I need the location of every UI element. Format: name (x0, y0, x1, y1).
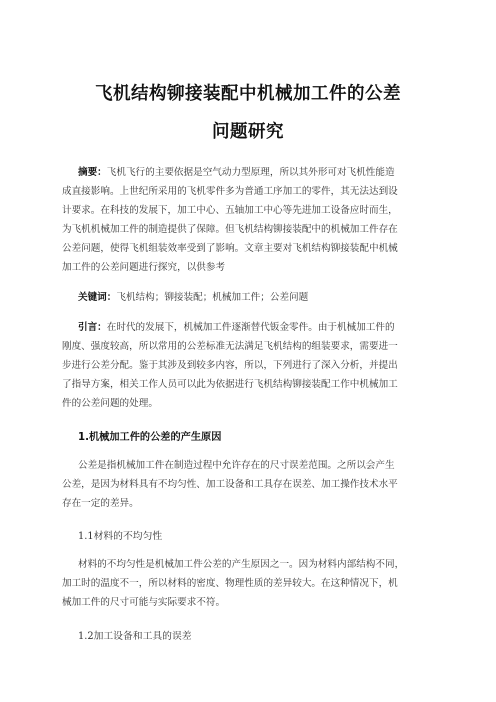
intro-line-3: 步进行公差分配。鉴于其涉及到较多内容，所以，下列进行了深入分析，并提出 (62, 360, 398, 371)
intro-label: 引言： (78, 322, 107, 333)
abstract-line-6: 加工件的公差问题进行探究，以供参考 (62, 262, 226, 273)
section-1-1-line-3: 械加工件的尺寸可能与实际要求不符。 (62, 597, 226, 608)
document-title-line-1: 飞机结构铆接装配中机械加工件的公差 (95, 84, 401, 104)
keywords-label: 关键词： (78, 292, 117, 303)
intro-line-2: 刚度、强度较高，所以常用的公差标准无法满足飞机结构的组装要求，需要进一 (62, 341, 398, 352)
intro-line-4: 了指导方案，相关工作人员可以此为依据进行飞机结构铆接装配工作中机械加工 (62, 379, 398, 390)
keywords-text: 飞机结构；铆接装配；机械加工件；公差问题 (116, 292, 309, 303)
abstract-line-4: 为飞机机械加工件的制造提供了保障。但飞机结构铆接装配中的机械加工件存在 (62, 224, 398, 235)
section-1-heading: 1.机械加工件的公差的产生原因 (78, 432, 222, 443)
abstract-label: 摘要： (78, 167, 107, 178)
section-1-line-1: 公差是指机械加工件在制造过程中允许存在的尺寸误差范围。之所以会产生 (78, 460, 395, 471)
document-title-line-2: 问题研究 (212, 122, 284, 142)
abstract-line-1 (62, 166, 458, 180)
abstract-line-3: 计要求。在科技的发展下，加工中心、五轴加工中心等先进加工设备应时而生， (62, 205, 398, 216)
intro-text: 在时代的发展下，机械加工件逐渐替代钣金零件。由于机械加工件的 (106, 322, 395, 333)
abstract-text: 飞机飞行的主要依据是空气动力型原理，所以其外形可对飞机性能造 (106, 167, 395, 178)
section-1-line-3: 存在一定的差异。 (62, 498, 139, 509)
intro-line-1 (62, 321, 458, 335)
section-1-2-heading: 1.2加工设备和工具的误差 (78, 631, 192, 642)
section-1-1-line-1: 材料的不均匀性是机械加工件公差的产生原因之一。因为材料内部结构不同， (78, 559, 405, 570)
section-1-line-2: 公差，是因为材料具有不均匀性、加工设备和工具存在误差、加工操作技术水平 (62, 479, 398, 490)
section-1-1-line-2: 加工时的温度不一，所以材料的密度、物理性质的差异较大。在这种情况下，机 (62, 578, 398, 589)
keywords-line (62, 291, 458, 305)
section-1-1-heading: 1.1材料的不均匀性 (78, 531, 163, 542)
intro-line-5: 件的公差问题的处理。 (62, 398, 158, 409)
abstract-line-5: 公差问题，使得飞机组装效率受到了影响。文章主要对飞机结构铆接装配中机械 (62, 243, 398, 254)
abstract-line-2: 成直接影响。上世纪所采用的飞机零件多为普通工序加工的零件，其无法达到设 (62, 186, 398, 197)
